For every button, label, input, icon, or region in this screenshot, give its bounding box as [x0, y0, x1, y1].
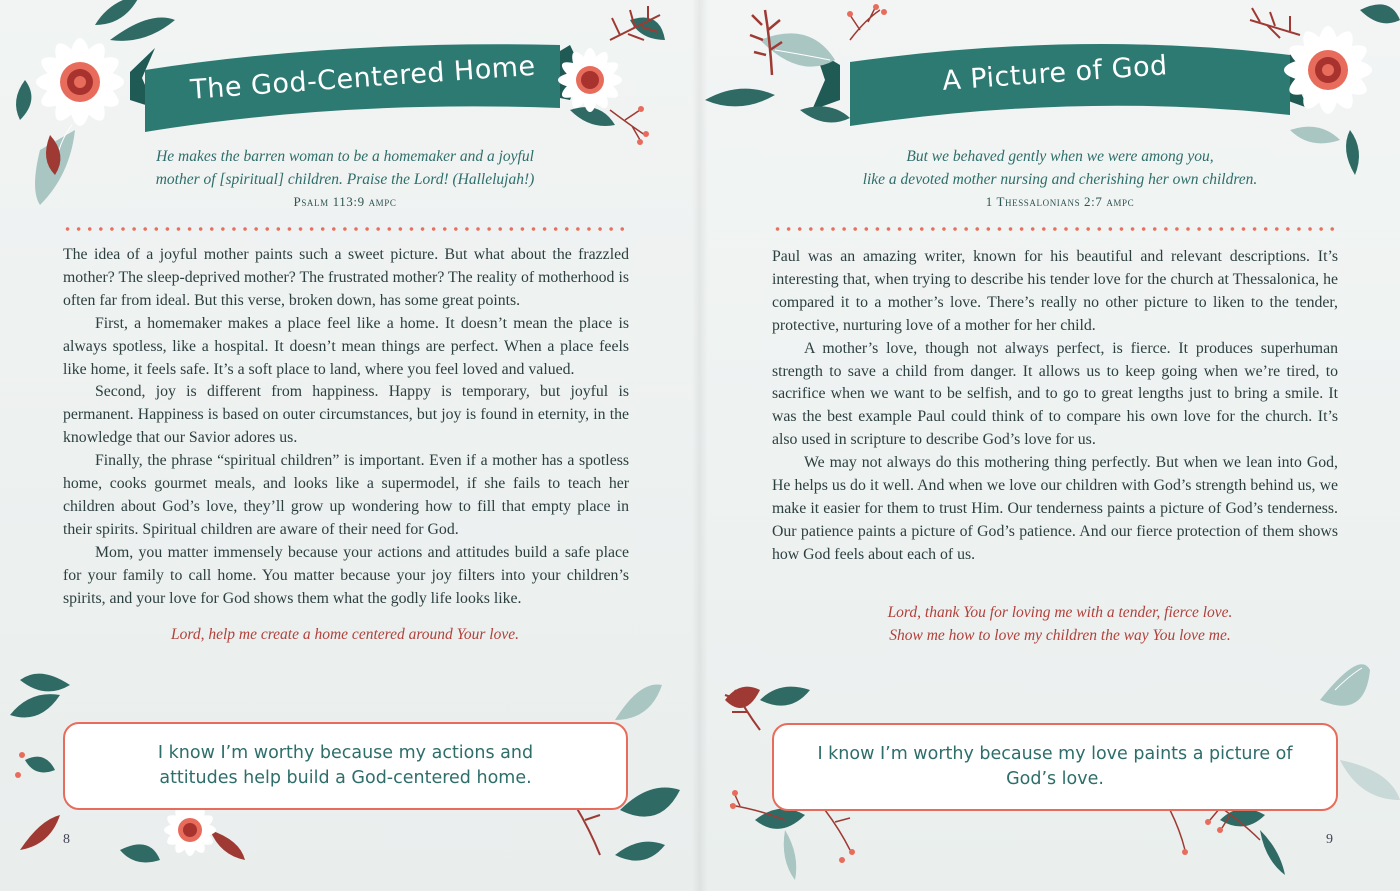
left-affirmation-line2: attitudes help build a God-centered home.	[159, 768, 532, 788]
right-affirmation-box	[772, 723, 1338, 811]
left-affirmation-line1: I know I’m worthy because my actions and	[157, 743, 534, 763]
right-affirmation-text: I know I’m worthy because my love paints a picture of God’s love.	[817, 744, 1293, 789]
right-prayer-line1: Lord, thank You for loving me with a tender, fierce love.	[887, 604, 1233, 621]
left-page-title: The God-Centered Home	[189, 50, 537, 106]
right-page	[700, 0, 1400, 891]
daisy-icon	[163, 803, 216, 856]
right-body-text	[772, 246, 1338, 567]
paragraph: Paul was an amazing writer, known for his beautiful and relevant descriptions. It’s interesting that, when trying to describe his tender love for the church at Thessalonica, he compared it to a mother’s love. There’s really no other picture to liken to the tender, protective, nurturing love of a mother for her child.	[772, 248, 1338, 334]
paragraph: First, a homemaker makes a place feel like a home. It doesn’t mean the place is always spotless, like a hospital. It doesn’t mean things are perfect. When a place feels like home, it feels safe. It’s a soft place to land, where you feel loved and valued.	[63, 314, 629, 378]
paragraph: A mother’s love, though not always perfect, is fierce. It produces superhuman strength to save a child from danger. It allows us to keep going when we’re tired, to sacrifice when we want to be selfish, and to go to great lengths just to bring a smile. It was the best example Paul could think of to compare his own love for the church. It’s also used in scripture to describe God’s love for us.	[772, 339, 1338, 449]
paragraph: Second, joy is different from happiness. Happy is temporary, but joyful is permanent. Happiness is based on outer circumstances, but joy is found in eternity, in the knowledge that our Savior adores us.	[63, 383, 629, 447]
left-body-text	[63, 244, 629, 611]
left-verse-reference: Psalm 113:9 ampc	[293, 194, 397, 209]
right-verse-line2: like a devoted mother nursing and cherishing her own children.	[862, 171, 1258, 188]
left-dotted-divider	[62, 227, 628, 231]
left-page-number: 8	[63, 832, 70, 847]
left-prayer: Lord, help me create a home centered around Your love.	[171, 626, 519, 643]
book-gutter	[692, 0, 708, 891]
right-verse-line1: But we behaved gently when we were among you,	[906, 148, 1214, 165]
paragraph: The idea of a joyful mother paints such a sweet picture. But what about the frazzled mother? The sleep-deprived mother? The frustrated mother? The reality of motherhood is often far from ideal. But this verse, broken down, has some great points.	[63, 246, 629, 309]
left-affirmation-box	[63, 722, 628, 810]
right-dotted-divider	[772, 227, 1338, 231]
right-prayer-line2: Show me how to love my children the way You love me.	[889, 627, 1231, 644]
right-page-title: A Picture of God	[941, 50, 1169, 97]
paragraph: We may not always do this mothering thing perfectly. But when we lean into God, He helps us do it well. And when we love our children with God’s strength behind us, we make it easier for them to trust Him. Our tenderness paints a picture of God’s tenderness. Our patience paints a picture of God’s patience. And our fierce protection of them shows how God feels about each of us.	[772, 454, 1338, 563]
left-verse-line2: mother of [spiritual] children. Praise the Lord! (Hallelujah!)	[155, 171, 535, 188]
daisy-icon	[35, 37, 124, 126]
right-verse-reference: 1 Thessalonians 2:7 ampc	[985, 194, 1135, 209]
paragraph: Finally, the phrase “spiritual children” is important. Even if a mother has a spotless home, cooks gourmet meals, and looks like a supermodel, if she fails to teach her children about God’s love, they’ll grow up wondering how to fill that empty place in their spirits. Spiritual children are aware of their need for God.	[63, 452, 629, 538]
left-verse-line1: He makes the barren woman to be a homemaker and a joyful	[156, 148, 534, 165]
paragraph: Mom, you matter immensely because your actions and attitudes build a safe place for your family to call home. You matter because your joy filters into your children’s spirits, and your love for God shows them what the godly life looks like.	[63, 543, 629, 607]
right-page-number: 9	[1326, 832, 1333, 847]
